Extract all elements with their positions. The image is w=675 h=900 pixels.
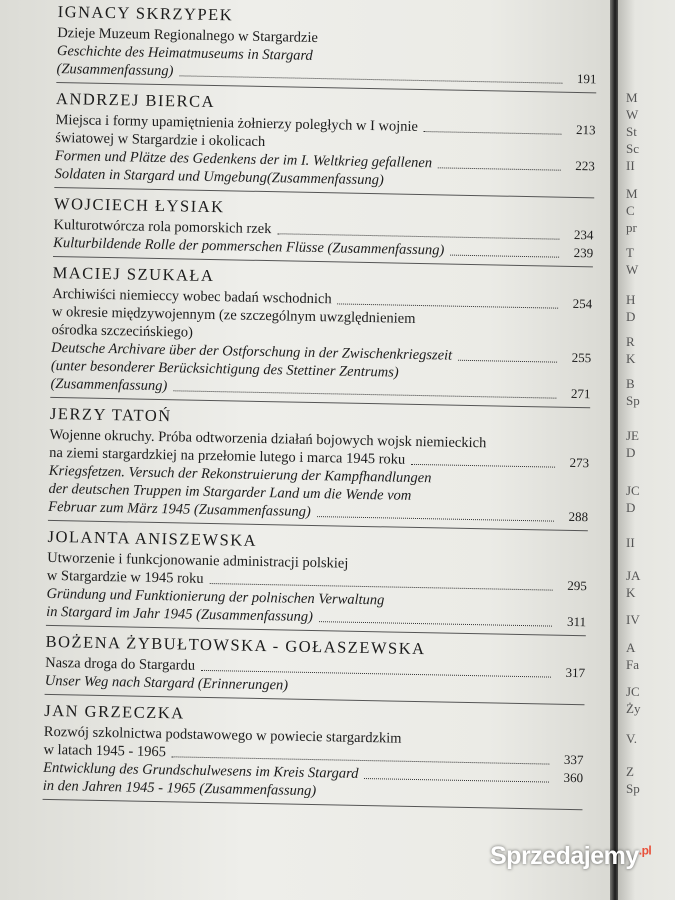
entry-title: światowej w Stargardzie i okolicach [55,129,266,151]
page-number: 213 [575,121,596,138]
toc-section [43,701,585,810]
right-page-fragment: JA [626,568,641,583]
page-number: 254 [572,295,593,312]
author-name: JERZY TATOŃ [49,403,172,426]
entry-title: Archiwiści niemieccy wobec badań wschodnich [52,285,332,308]
page-number: 317 [565,664,586,681]
dot-leader [450,254,559,258]
dot-leader [411,463,555,468]
right-page-fragment: B [626,376,635,391]
entry-title: Miejsca i formy upamiętnienia żołnierzy poległych w I wojnie [55,111,419,135]
right-page-fragment: II [626,535,635,550]
entry-title: in Stargard im Jahr 1945 (Zusammenfassung) [46,603,314,626]
page-number: 271 [570,385,591,402]
entry-title: Kriegsfetzen. Versuch der Rekonstruierung der Kampfhandlungen [48,462,432,487]
entry-title: Entwicklung des Grundschulwesens im Kreis Stargard [43,759,359,782]
toc-section [46,527,588,636]
dot-leader [173,389,556,398]
entry-title: Soldaten in Stargard und Umgebung(Zusammenfassung) [54,165,384,189]
page-number: 311 [566,613,587,630]
right-page-fragment: W [626,262,639,277]
dot-leader [364,777,549,783]
author-name: JAN GRZECZKA [44,700,185,723]
dot-leader [424,130,562,135]
toc-section [54,89,596,198]
right-book-page [618,0,675,900]
author-name: MACIEJ SZUKAŁA [52,262,215,286]
toc-section [56,2,597,93]
page-number: 255 [571,349,592,366]
page-number: 273 [569,454,590,471]
toc-section [48,404,590,531]
entry-title: w okresie międzywojennym (ze szczególnym uwzględnieniem [51,303,416,327]
entry-title: Dzieje Muzeum Regionalnego w Stargardzie [57,24,319,46]
page-number: 239 [573,244,594,261]
entry-title: Utworzenie i funkcjonowanie administracji polskiej [47,549,349,572]
right-page-fragment: R [626,334,635,349]
entry-title: w latach 1945 - 1965 [43,741,167,761]
entry-title: (Zusammenfassung) [56,60,174,80]
entry-title: Geschichte des Heimatmuseums in Stargard [56,42,313,64]
author-name: IGNACY SKRZYPEK [57,1,234,25]
dot-leader [319,620,552,626]
watermark-tld: .pl [638,843,652,858]
right-page-fragment: IV [626,612,640,627]
right-page-fragment: II [626,158,635,173]
page-number: 234 [573,226,594,243]
right-page-fragment: Z [626,764,634,779]
entry-title: Gründung und Funktionierung der polnischen Verwaltung [46,585,385,609]
right-page-fragment: K [626,585,636,600]
right-page-fragment: C [626,203,635,218]
entry-title: der deutschen Truppen im Stargarder Land um die Wende vom [48,480,412,504]
right-page-fragment: Fa [626,657,639,672]
author-name: BOŻENA ŻYBUŁTOWSKA - GOŁASZEWSKA [45,631,426,659]
dot-leader [179,74,562,83]
watermark-logo [490,842,651,871]
dot-leader [458,359,557,363]
author-name: WOJCIECH ŁYSIAK [53,193,225,217]
page-number: 191 [576,70,597,87]
right-page-fragment: Sp [626,781,640,796]
right-page-fragment: JC [626,684,640,699]
right-page-fragment: Sc [626,141,639,156]
right-page-fragment: JC [626,483,640,498]
entry-title: Kulturotwórcza rola pomorskich rzek [53,216,272,238]
page-number: 360 [563,769,584,786]
dot-leader [438,166,561,170]
page-number: 288 [568,508,589,525]
entry-title: Kulturbildende Rolle der pommerschen Flüsse (Zusammenfassung) [53,234,445,259]
dot-leader [338,302,559,308]
entry-title: w Stargardzie w 1945 roku [46,567,204,587]
entry-title: Rozwój szkolnictwa podstawowego w powiecie stargardzkim [43,723,402,747]
right-page-fragment: W [626,107,639,122]
page-number: 295 [567,577,587,594]
right-page-fragment: M [626,90,638,105]
entry-title: in den Jahren 1945 - 1965 (Zusammenfassung) [42,777,317,800]
toc-section [45,632,586,705]
toc-section [53,194,594,267]
page-number: 223 [575,157,595,174]
entry-title: Formen und Plätze des Gedenkens der im I. Weltkrieg gefallenen [54,147,433,172]
page-number: 337 [563,751,584,768]
watermark-brand: Sprzedajemy [490,842,639,870]
right-page-fragment: H [626,292,636,307]
entry-title: (Zusammenfassung) [50,375,168,395]
entry-title: na ziemi stargardzkiej na przełomie lutego i marca 1945 roku [49,444,406,468]
entry-title: Deutsche Archivare über der Ostforschung in der Zwischenkriegszeit [51,339,453,364]
entry-title: (unter besonderer Berücksichtigung des Stettiner Zentrums) [50,357,399,381]
toc-section [50,263,592,408]
right-page-fragment: D [626,309,636,324]
right-page-fragment: D [626,445,636,460]
entry-title: Wojenne okruchy. Próba odtworzenia działań bojowych wojsk niemieckich [49,426,487,452]
right-page-fragment: A [626,640,636,655]
right-page-fragment: K [626,351,636,366]
right-page-fragment: V. [626,731,637,746]
author-name: ANDRZEJ BIERCA [55,88,216,112]
entry-title: ośrodka szczecińskiego) [51,321,194,341]
dot-leader [317,515,554,522]
right-page-fragment: St [626,124,637,139]
entry-title: Unser Weg nach Stargard (Erinnerungen) [44,672,289,694]
table-of-contents [43,0,598,810]
right-page-fragment: Sp [626,393,640,408]
right-page-fragment: M [626,186,638,201]
right-page-fragment: pr [626,220,637,235]
right-page-fragment: T [626,245,634,260]
right-page-fragment: Ży [626,701,641,716]
author-name: JOLANTA ANISZEWSKA [47,526,258,550]
right-page-fragment: JE [626,428,639,443]
right-page-fragment: D [626,500,636,515]
entry-title: Nasza droga do Stargardu [45,654,196,674]
entry-title: Februar zum März 1945 (Zusammenfassung) [48,498,311,520]
